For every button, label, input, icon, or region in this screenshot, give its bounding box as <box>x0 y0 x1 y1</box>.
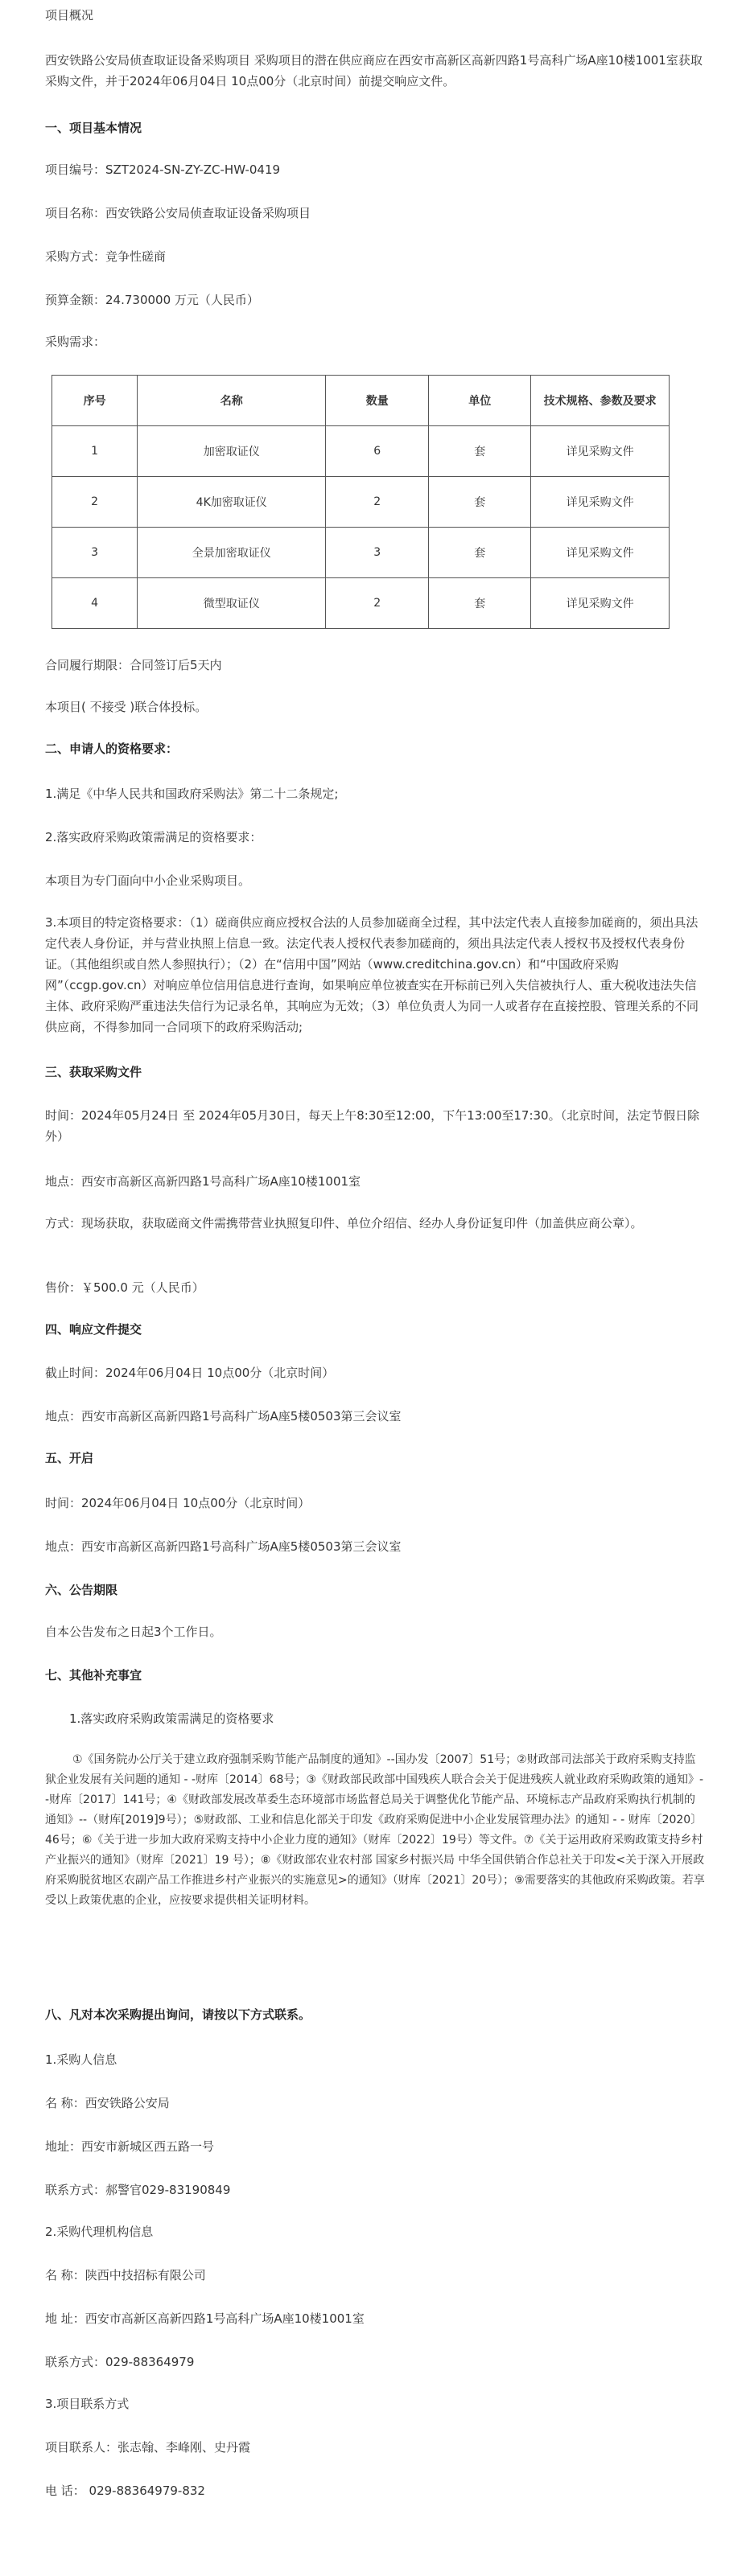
qualification-3: 3.本项目的特定资格要求：（1）磋商供应商应授权合法的人员参加磋商全过程，其中法定代表人直接参加磋商的，须出具法定代表人身份证，并与营业执照上信息一致。法定代表人授权代表参加磋商的，须出具法定代表人授权书及授权代表身份证。（其他组织或自然人参照执行）；（2）在“信用中国”网站（www.creditchina.gov.cn）和“中国政府采购网”（ccgp.gov.cn）对响应单位信用信息进行查询，如果响应单位被查实在开标前已列入失信被执行人、重大税收违法失信主体、政府采购严重违法失信行为记录名单，其响应为无效；（3）单位负责人为同一人或者存在直接控股、管理关系的不同供应商，不得参加同一合同项下的政府采购活动; <box>45 915 699 1034</box>
section-6-heading: 六、公告期限 <box>45 1583 118 1597</box>
row-quantity: 6 <box>326 426 429 477</box>
section-5-heading: 五、开启 <box>45 1451 94 1465</box>
row-unit: 套 <box>429 426 531 477</box>
submission-deadline: 截止时间：2024年06月04日 10点00分（北京时间） <box>45 1366 335 1380</box>
row-spec: 详见采购文件 <box>531 477 670 528</box>
row-quantity: 3 <box>326 528 429 578</box>
policy-subtitle: 1.落实政府采购政策需满足的资格要求 <box>69 1711 274 1726</box>
row-quantity: 2 <box>326 477 429 528</box>
notice-period: 自本公告发布之日起3个工作日。 <box>45 1625 222 1639</box>
table-header-row <box>52 376 670 426</box>
budget-amount: 预算金额：24.730000 万元（人民币） <box>45 293 259 307</box>
table-row <box>52 426 670 477</box>
opening-place: 地点：西安市高新区高新四路1号高科广场A座5楼0503第三会议室 <box>45 1539 402 1554</box>
table-row <box>52 477 670 528</box>
overview-title: 项目概况 <box>45 8 94 23</box>
row-index: 1 <box>52 426 138 477</box>
contract-period: 合同履行期限：合同签订后5天内 <box>45 658 222 672</box>
demand-label: 采购需求： <box>45 335 106 349</box>
row-name: 微型取证仪 <box>138 578 326 629</box>
agency-address: 地 址：西安市高新区高新四路1号高科广场A座10楼1001室 <box>45 2311 365 2326</box>
section-4-heading: 四、响应文件提交 <box>45 1322 142 1337</box>
row-name: 加密取证仪 <box>138 426 326 477</box>
qualification-1: 1.满足《中华人民共和国政府采购法》第二十二条规定; <box>45 787 339 801</box>
row-name: 4K加密取证仪 <box>138 477 326 528</box>
policy-text: ①《国务院办公厅关于建立政府强制采购节能产品制度的通知》--国办发〔2007〕51号；②财政部司法部关于政府采购支持监狱企业发展有关问题的通知 - -财库〔2014〕68号；③《财政部民政部中国残疾人联合会关于促进残疾人就业政府采购政策的通知》--财库〔2017〕141号；④《财政部发展改革委生态环境部市场监督总局关于调整优化节能产品、环境标志产品政府采购执行机制的通知》--（财库[2019]9号）；⑤财政部、工业和信息化部关于印发《政府采购促进中小企业发展管理办法》的通知 - - 财库〔2020〕46号；⑥《关于进一步加大政府采购支持中小企业力度的通知》（财库〔2022〕19号）等文件。⑦《关于运用政府采购政策支持乡村产业振兴的通知》（财库〔2021〕19 号）；⑧《财政部农业农村部 国家乡村振兴局 中华全国供销合作总社关于印发<关于深入开展政府采购脱贫地区农副产品工作推进乡村产业振兴的实施意见>的通知》（财库〔2021〕20号）；⑨需要落实的其他政府采购政策。若享受以上政策优惠的企业，应按要求提供相关证明材料。 <box>45 1753 705 1907</box>
header-spec: 技术规格、参数及要求 <box>531 376 670 426</box>
obtain-time: 时间：2024年05月24日 至 2024年05月30日，每天上午8:30至12:00，下午13:00至17:30。（北京时间，法定节假日除外） <box>45 1108 700 1144</box>
buyer-address: 地址：西安市新城区西五路一号 <box>45 2139 215 2154</box>
row-quantity: 2 <box>326 578 429 629</box>
header-unit: 单位 <box>429 376 531 426</box>
header-index: 序号 <box>52 376 138 426</box>
row-index: 3 <box>52 528 138 578</box>
agency-name: 名 称：陕西中技招标有限公司 <box>45 2268 206 2282</box>
requirements-table <box>52 375 670 629</box>
section-1-heading: 一、项目基本情况 <box>45 121 142 135</box>
project-name: 项目名称：西安铁路公安局侦查取证设备采购项目 <box>45 206 311 220</box>
row-unit: 套 <box>429 477 531 528</box>
buyer-info-title: 1.采购人信息 <box>45 2052 117 2067</box>
project-number: 项目编号：SZT2024-SN-ZY-ZC-HW-0419 <box>45 162 281 177</box>
agency-info-title: 2.采购代理机构信息 <box>45 2225 154 2239</box>
buyer-contact: 联系方式：郝警官029-83190849 <box>45 2183 231 2197</box>
obtain-place: 地点：西安市高新区高新四路1号高科广场A座10楼1001室 <box>45 1174 361 1189</box>
section-8-heading: 八、凡对本次采购提出询问，请按以下方式联系。 <box>45 2007 311 2022</box>
consortium-note: 本项目( 不接受 )联合体投标。 <box>45 700 208 714</box>
row-unit: 套 <box>429 578 531 629</box>
row-index: 4 <box>52 578 138 629</box>
section-2-heading: 二、申请人的资格要求： <box>45 742 179 756</box>
header-quantity: 数量 <box>326 376 429 426</box>
row-spec: 详见采购文件 <box>531 578 670 629</box>
table-row <box>52 578 670 629</box>
overview-text: 西安铁路公安局侦查取证设备采购项目 采购项目的潜在供应商应在西安市高新区高新四路1号高科广场A座10楼1001室获取采购文件，并于2024年06月04日 10点00分（北京时间）前提交响应文件。 <box>45 53 703 88</box>
row-name: 全景加密取证仪 <box>138 528 326 578</box>
table-row <box>52 528 670 578</box>
procurement-method: 采购方式：竞争性磋商 <box>45 249 167 264</box>
section-7-heading: 七、其他补充事宜 <box>45 1668 142 1682</box>
agency-contact: 联系方式：029-88364979 <box>45 2355 195 2369</box>
qualification-2: 2.落实政府采购政策需满足的资格要求： <box>45 830 262 844</box>
header-name: 名称 <box>138 376 326 426</box>
submission-place: 地点：西安市高新区高新四路1号高科广场A座5楼0503第三会议室 <box>45 1409 402 1424</box>
document-price: 售价：￥500.0 元（人民币） <box>45 1280 204 1295</box>
row-index: 2 <box>52 477 138 528</box>
project-contact-people: 项目联系人：张志翰、李峰刚、史丹霞 <box>45 2440 251 2455</box>
project-contact-title: 3.项目联系方式 <box>45 2397 130 2411</box>
buyer-name: 名 称：西安铁路公安局 <box>45 2096 170 2110</box>
obtain-method: 方式：现场获取，获取磋商文件需携带营业执照复印件、单位介绍信、经办人身份证复印件（加盖供应商公章）。 <box>45 1216 643 1230</box>
row-spec: 详见采购文件 <box>531 528 670 578</box>
row-spec: 详见采购文件 <box>531 426 670 477</box>
section-3-heading: 三、获取采购文件 <box>45 1065 142 1079</box>
project-contact-phone: 电 话： 029-88364979-832 <box>45 2484 205 2498</box>
opening-time: 时间：2024年06月04日 10点00分（北京时间） <box>45 1496 311 1510</box>
row-unit: 套 <box>429 528 531 578</box>
qualification-2-text: 本项目为专门面向中小企业采购项目。 <box>45 873 251 888</box>
